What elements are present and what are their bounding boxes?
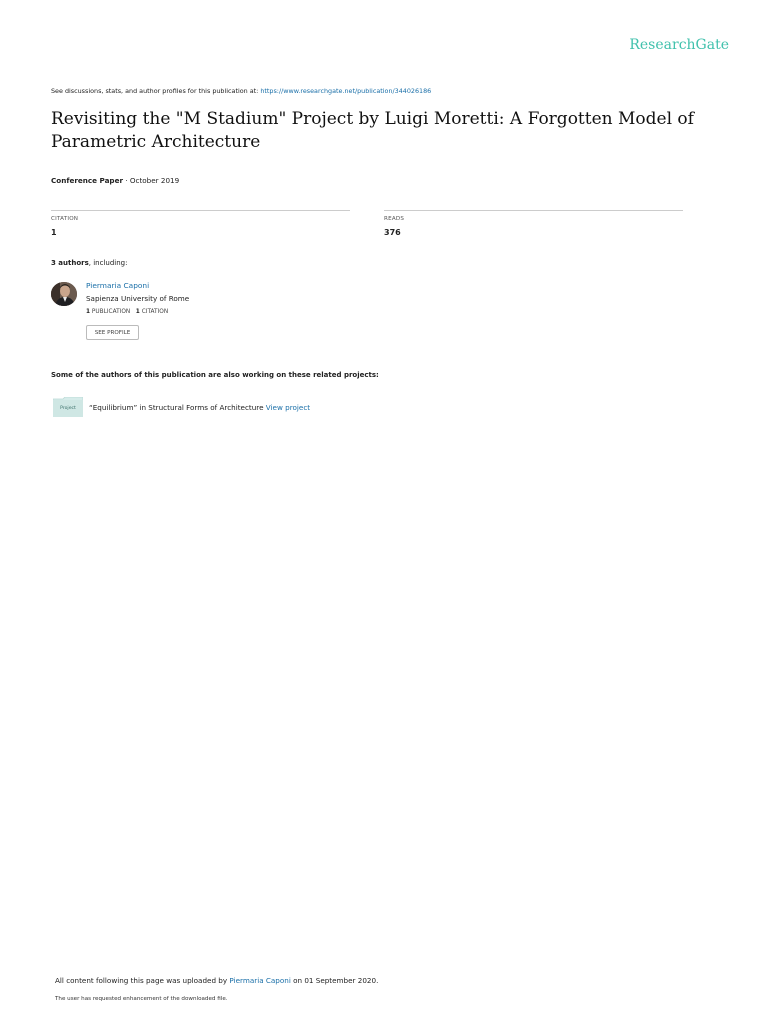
enhancement-request-note: The user has requested enhancement of the downloaded file. [55,996,228,1002]
author-publications-count: 1 [86,309,91,315]
publication-type: Conference Paper [51,176,123,185]
see-profile-button[interactable]: SEE PROFILE [86,325,139,340]
author-avatar[interactable] [51,282,77,306]
citation-label: CITATION [51,216,79,222]
author-name-link[interactable]: Piermaria Caponi [86,281,150,290]
project-folder-icon [53,397,83,417]
authors-heading [51,259,127,267]
person-photo-icon [51,282,77,306]
author-publications-label: PUBLICATION [91,309,131,315]
publication-date: October 2019 [129,176,180,185]
intro-text: See discussions, stats, and author profiles for this publication at: [51,87,261,95]
researchgate-logo[interactable]: ResearchGate [629,37,729,53]
authors-including: , including: [88,259,128,267]
citation-count: 1 [51,228,57,237]
author-stats [86,309,168,315]
upload-note [55,976,378,985]
project-item [89,403,310,412]
publication-title: Revisiting the "M Stadium" Project by Luigi Moretti: A Forgotten Model of Parametric Architecture [51,109,694,152]
reads-count: 376 [384,228,401,237]
reads-label: READS [384,216,405,222]
author-institution: Sapienza University of Rome [86,294,190,303]
upload-prefix: All content following this page was uploaded by [55,976,230,985]
publication-url-link[interactable]: https://www.researchgate.net/publication/344026186 [260,87,432,95]
author-citations-count: 1 [135,309,140,315]
intro-line [51,87,431,95]
date-separator: · [123,176,130,185]
authors-count: 3 authors [51,259,89,267]
upload-suffix: on 01 September 2020. [290,976,379,985]
related-projects-heading: Some of the authors of this publication are also working on these related projects: [51,371,379,379]
publication-meta [51,176,179,185]
author-citations-label: CITATION [141,309,169,315]
view-project-link[interactable]: View project [265,403,311,412]
uploader-link[interactable]: Piermaria Caponi [229,976,291,985]
citation-divider [51,210,350,211]
reads-divider [384,210,683,211]
project-icon-label: Project [60,406,76,411]
project-title: “Equilibrium” in Structural Forms of Architecture [89,403,264,412]
